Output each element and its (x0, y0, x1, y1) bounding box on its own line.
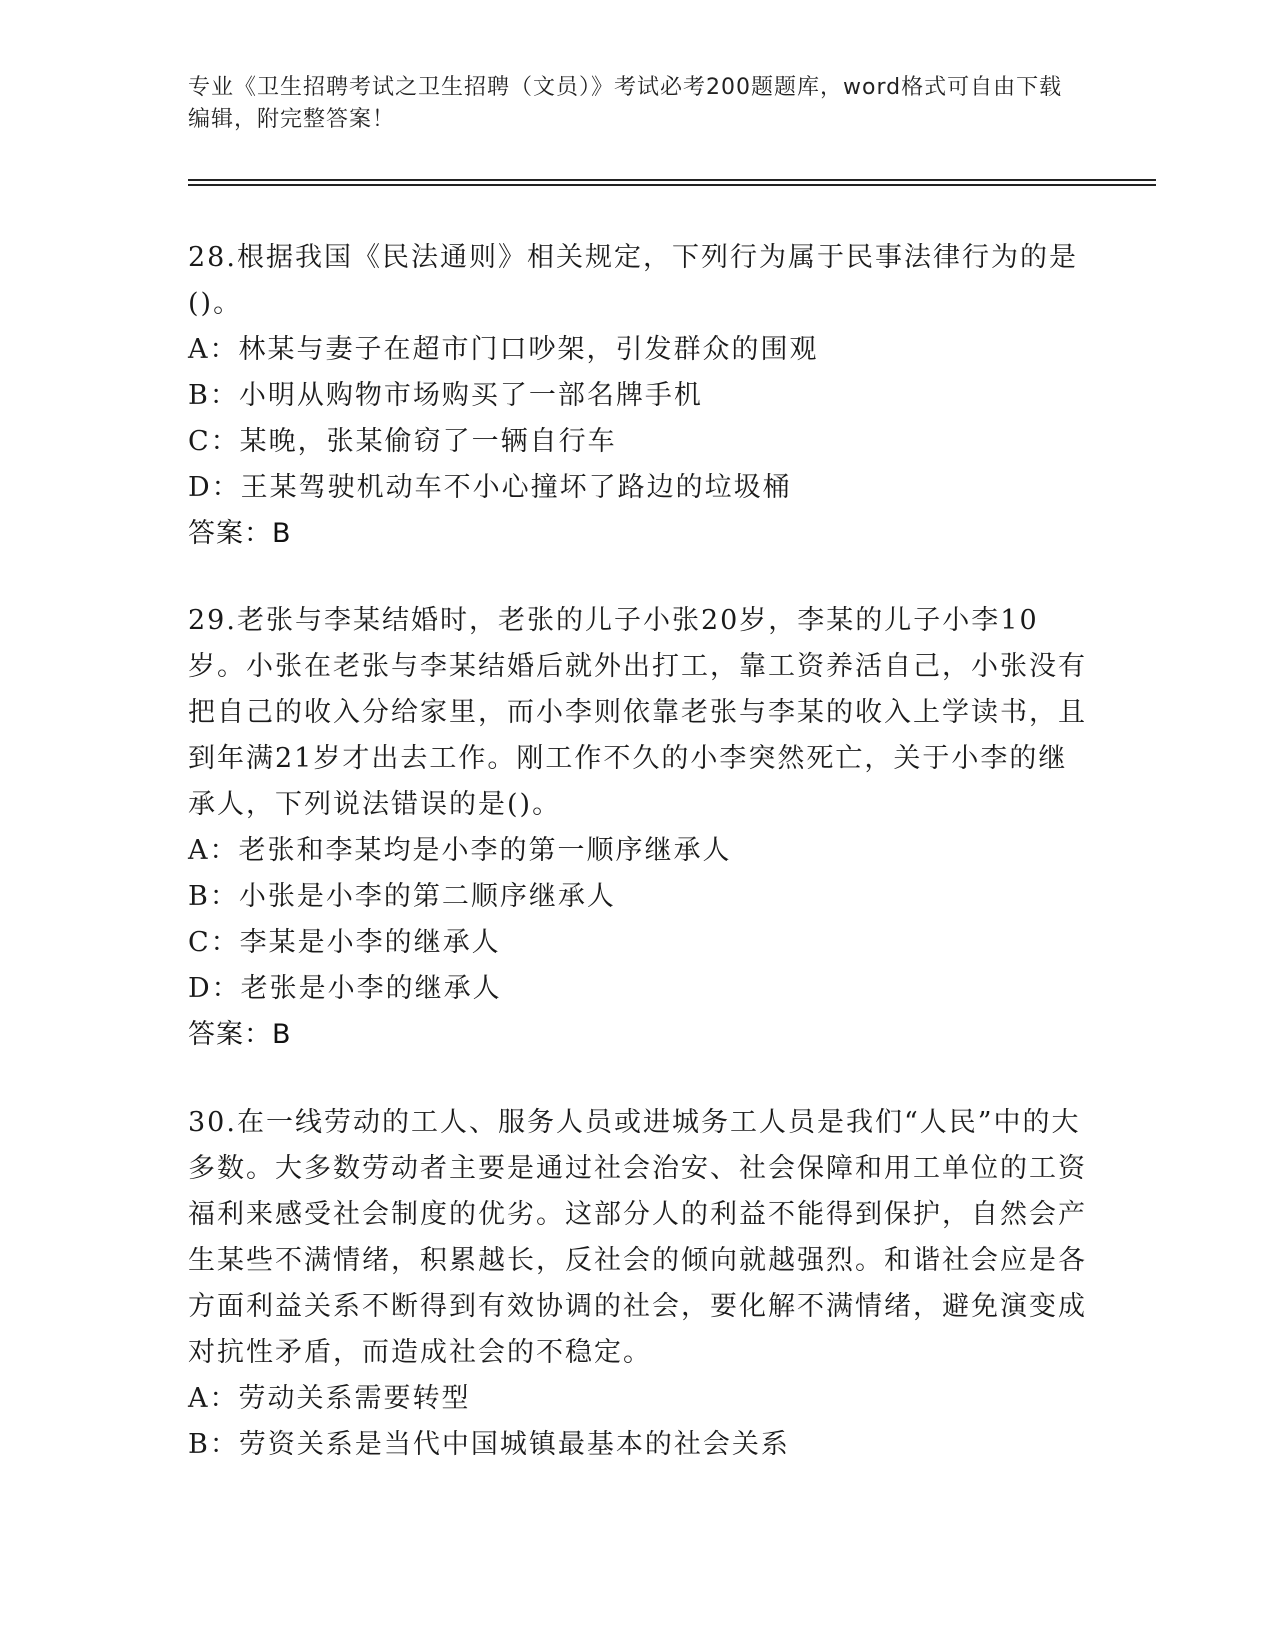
option-a: A：林某与妻子在超市门口吵架，引发群众的围观 (188, 334, 819, 365)
question-28 (188, 235, 1088, 557)
question-29 (188, 598, 1088, 1058)
option-c: C：李某是小李的继承人 (188, 927, 501, 958)
answer-label: 答案：B (188, 1019, 292, 1050)
header-divider-bottom (188, 184, 1156, 186)
option-d: D：王某驾驶机动车不小心撞坏了路边的垃圾桶 (188, 472, 792, 503)
question-stem: 30.在一线劳动的工人、服务人员或进城务工人员是我们“人民”中的大多数。大多数劳动者主要是通过社会治安、社会保障和用工单位的工资福利来感受社会制度的优劣。这部分人的利益不能得到保护，自然会产生某些不满情绪，积累越长，反社会的倾向就越强烈。和谐社会应是各方面利益关系不断得到有效协调的社会，要化解不满情绪，避免演变成对抗性矛盾，而造成社会的不稳定。 (188, 1107, 1087, 1368)
header-divider-top (188, 179, 1156, 181)
option-d: D：老张是小李的继承人 (188, 973, 502, 1004)
option-b: B：小明从购物市场购买了一部名牌手机 (188, 380, 703, 411)
question-stem: 28.根据我国《民法通则》相关规定，下列行为属于民事法律行为的是()。 (188, 242, 1078, 319)
document-header: 专业《卫生招聘考试之卫生招聘（文员）》考试必考200题题库，word格式可自由下载编辑，附完整答案！ (188, 75, 1063, 132)
option-b: B：劳资关系是当代中国城镇最基本的社会关系 (188, 1429, 790, 1460)
option-b: B：小张是小李的第二顺序继承人 (188, 881, 616, 912)
question-30 (188, 1100, 1088, 1468)
option-a: A：劳动关系需要转型 (188, 1383, 471, 1414)
option-a: A：老张和李某均是小李的第一顺序继承人 (188, 835, 732, 866)
question-stem: 29.老张与李某结婚时，老张的儿子小张20岁，李某的儿子小李10岁。小张在老张与李某结婚后就外出打工，靠工资养活自己，小张没有把自己的收入分给家里，而小李则依靠老张与李某的收入上学读书，且到年满21岁才出去工作。刚工作不久的小李突然死亡，关于小李的继承人，下列说法错误的是()。 (188, 605, 1087, 820)
option-c: C：某晚，张某偷窃了一辆自行车 (188, 426, 617, 457)
answer-label: 答案：B (188, 518, 292, 549)
